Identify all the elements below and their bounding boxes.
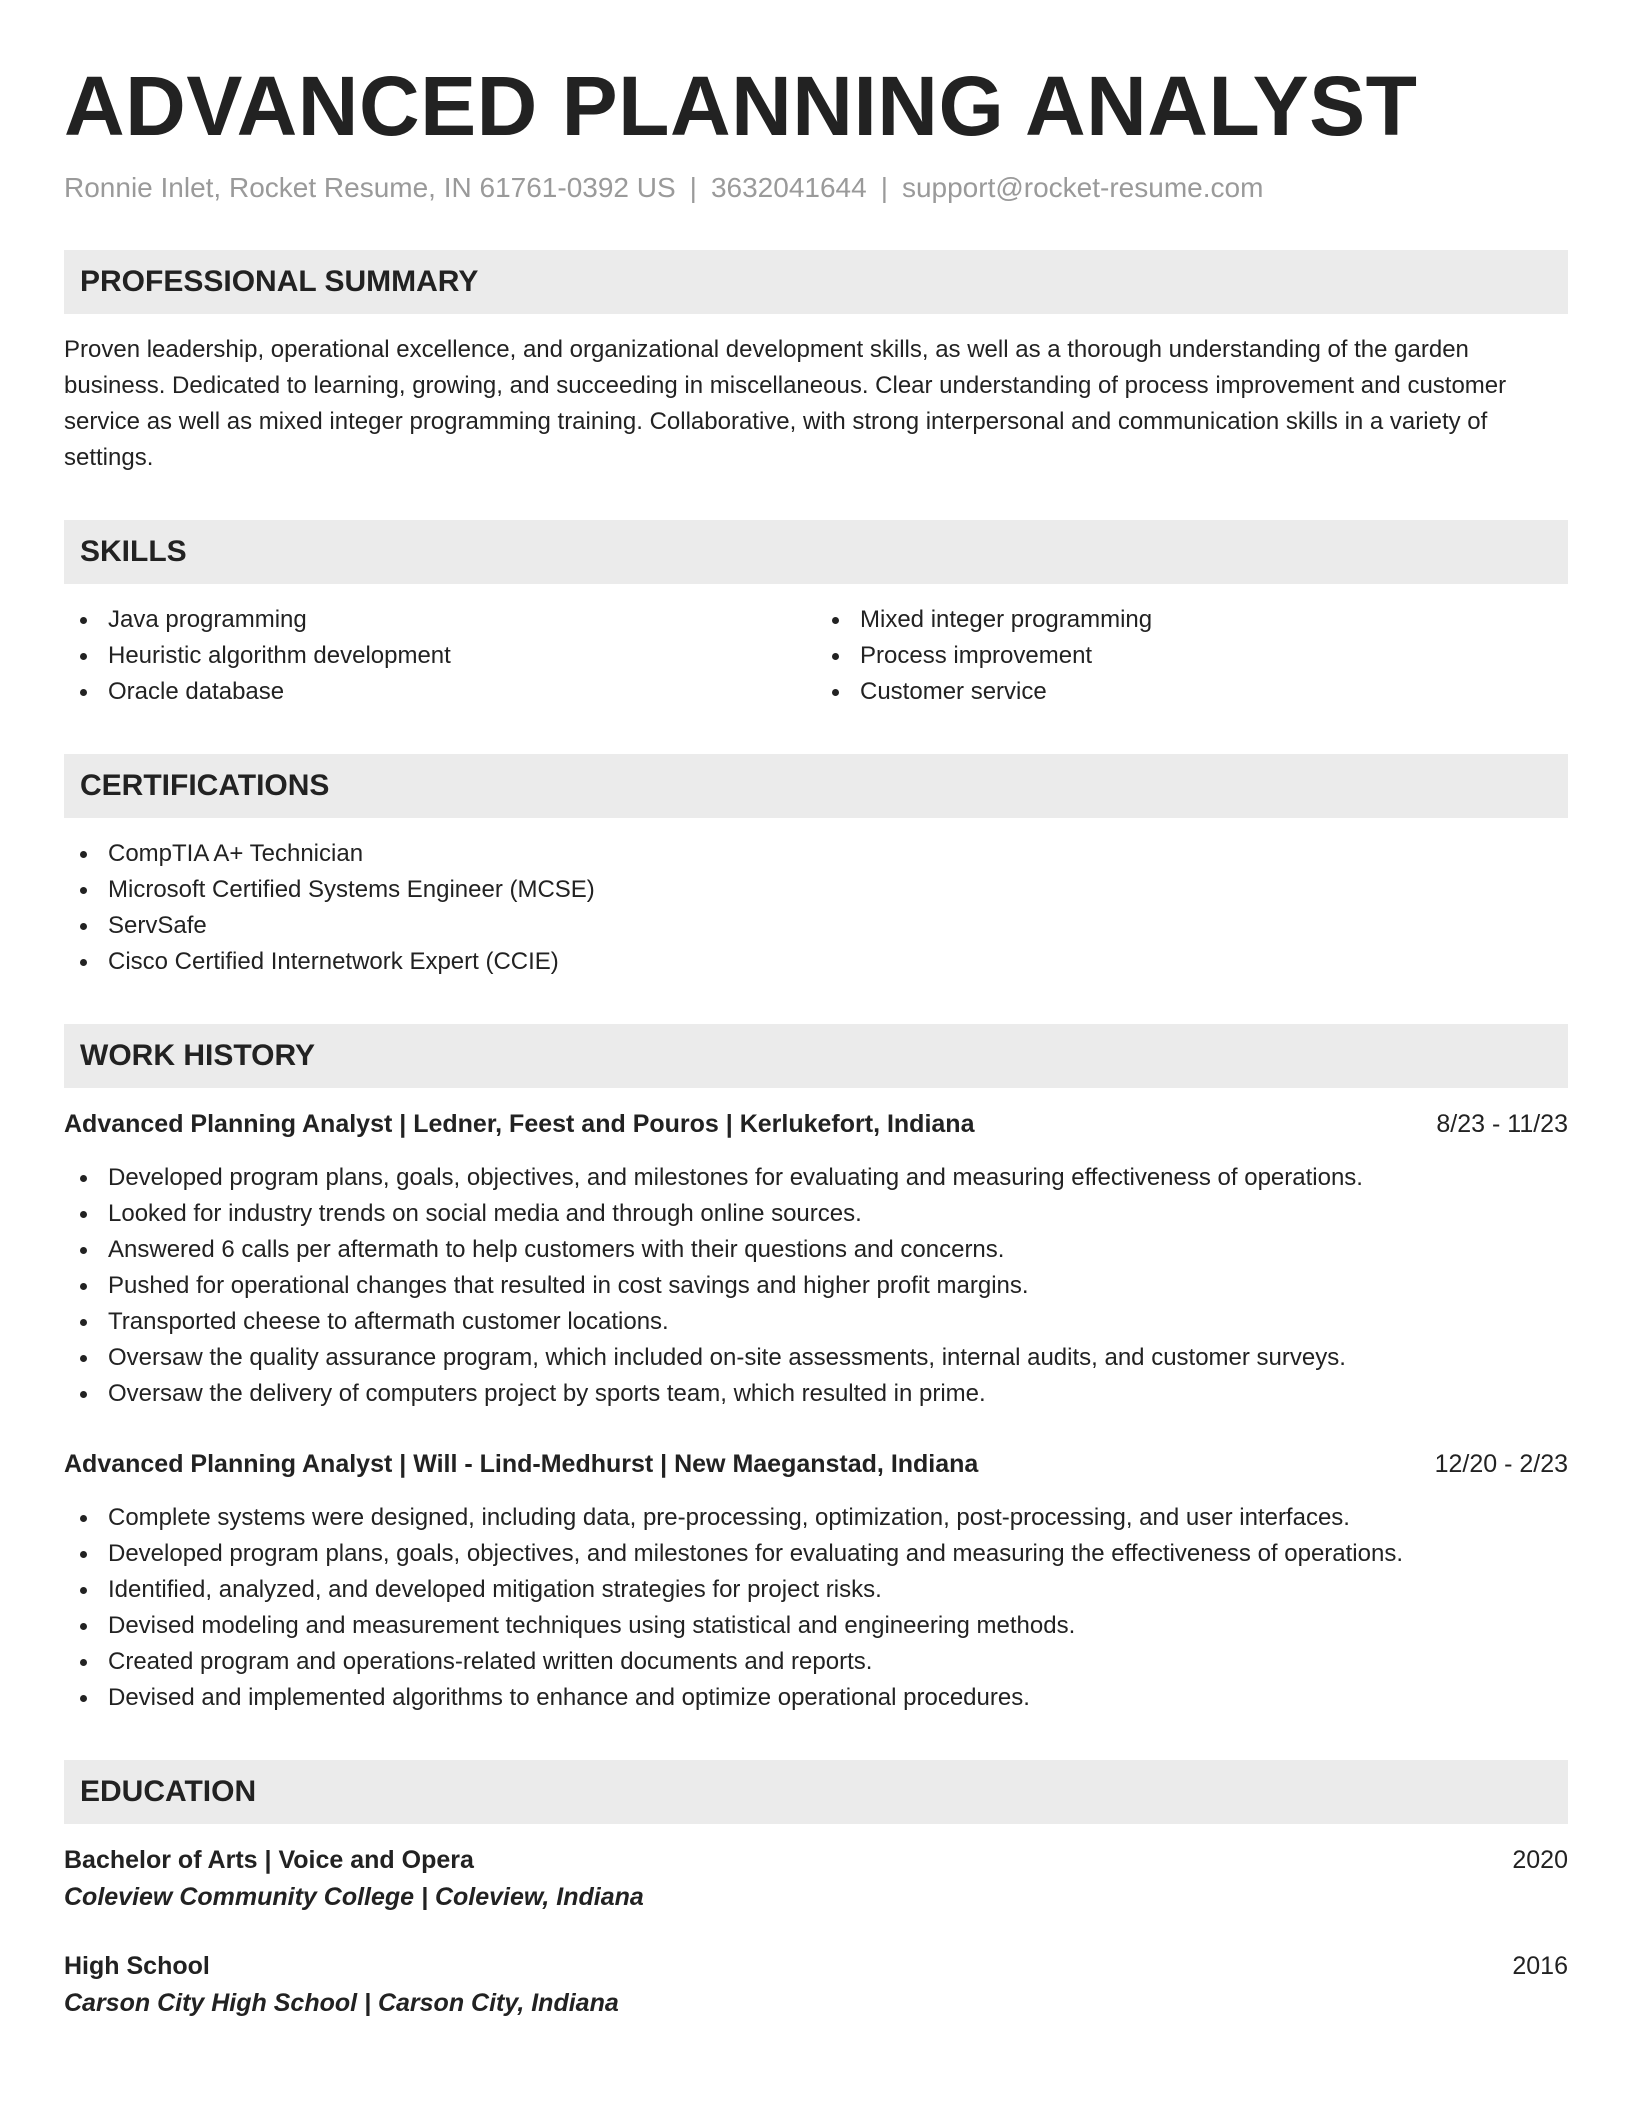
job-bullet: Devised and implemented algorithms to enhance and optimize operational procedures. <box>64 1680 1568 1716</box>
section-heading-certifications: CERTIFICATIONS <box>64 754 1568 818</box>
skill-item: Heuristic algorithm development <box>64 638 816 674</box>
certification-item: ServSafe <box>64 908 1568 944</box>
skills-list <box>64 602 1568 710</box>
skill-item: Java programming <box>64 602 816 638</box>
contact-email: support@rocket-resume.com <box>901 172 1264 203</box>
job-bullet: Created program and operations-related written documents and reports. <box>64 1644 1568 1680</box>
education-degree: High School <box>64 1952 210 1980</box>
contact-separator: | <box>880 172 888 203</box>
contact-separator: | <box>689 172 697 203</box>
job-title: Advanced Planning Analyst | Will - Lind-Medhurst | New Maeganstad, Indiana <box>64 1450 979 1478</box>
section-heading-education: EDUCATION <box>64 1760 1568 1824</box>
job-bullet: Oversaw the quality assurance program, which included on-site assessments, internal audits, and customer surveys. <box>64 1340 1568 1376</box>
education-school: Coleview Community College | Coleview, Indiana <box>64 1883 644 1911</box>
job-title: Advanced Planning Analyst | Ledner, Feest and Pouros | Kerlukefort, Indiana <box>64 1110 975 1138</box>
job-bullet: Transported cheese to aftermath customer locations. <box>64 1304 1568 1340</box>
job-bullet: Pushed for operational changes that resulted in cost savings and higher profit margins. <box>64 1268 1568 1304</box>
education-year: 2020 <box>1512 1846 1568 1874</box>
education-school: Carson City High School | Carson City, Indiana <box>64 1989 619 2017</box>
section-heading-summary: PROFESSIONAL SUMMARY <box>64 250 1568 314</box>
job-bullet: Identified, analyzed, and developed mitigation strategies for project risks. <box>64 1572 1568 1608</box>
skills-column-right <box>816 602 1568 710</box>
education-year: 2016 <box>1512 1952 1568 1980</box>
job-bullets <box>64 1500 1568 1716</box>
job-bullet: Complete systems were designed, including data, pre-processing, optimization, post-processing, and user interfaces. <box>64 1500 1568 1536</box>
skill-item: Oracle database <box>64 674 816 710</box>
summary-text: Proven leadership, operational excellence, and organizational development skills, as well as a thorough understanding of the garden business. Dedicated to learning, growing, and succeeding in miscellaneous. Clear understanding of process improvement and customer service as well as mixed integer programming training. Collaborative, with strong interpersonal and communication skills in a variety of settings. <box>64 336 1507 471</box>
resume-title: ADVANCED PLANNING ANALYST <box>64 59 1418 153</box>
skill-item: Customer service <box>816 674 1568 710</box>
education-header <box>64 1948 1568 1984</box>
education-header <box>64 1842 1568 1878</box>
section-heading-work-history: WORK HISTORY <box>64 1024 1568 1088</box>
skills-column-left <box>64 602 816 710</box>
job-bullet: Devised modeling and measurement techniques using statistical and engineering methods. <box>64 1608 1568 1644</box>
skill-item: Process improvement <box>816 638 1568 674</box>
certifications-list <box>64 836 1568 980</box>
job-bullet: Developed program plans, goals, objectives, and milestones for evaluating and measuring effectiveness of operations. <box>64 1160 1568 1196</box>
job-bullet: Oversaw the delivery of computers project by sports team, which resulted in prime. <box>64 1376 1568 1412</box>
contact-address: Ronnie Inlet, Rocket Resume, IN 61761-0392 US <box>64 172 676 203</box>
certification-item: Cisco Certified Internetwork Expert (CCIE) <box>64 944 1568 980</box>
job-dates: 12/20 - 2/23 <box>1434 1450 1568 1478</box>
job-dates: 8/23 - 11/23 <box>1436 1110 1568 1138</box>
section-heading-skills: SKILLS <box>64 520 1568 584</box>
skill-item: Mixed integer programming <box>816 602 1568 638</box>
education-degree: Bachelor of Arts | Voice and Opera <box>64 1846 474 1874</box>
job-bullet: Looked for industry trends on social media and through online sources. <box>64 1196 1568 1232</box>
job-bullet: Developed program plans, goals, objectives, and milestones for evaluating and measuring the effectiveness of operations. <box>64 1536 1568 1572</box>
job-header <box>64 1446 1568 1482</box>
job-bullet: Answered 6 calls per aftermath to help customers with their questions and concerns. <box>64 1232 1568 1268</box>
contact-line <box>64 170 1568 206</box>
certification-item: Microsoft Certified Systems Engineer (MCSE) <box>64 872 1568 908</box>
job-header <box>64 1106 1568 1142</box>
job-bullets <box>64 1160 1568 1412</box>
contact-phone: 3632041644 <box>710 172 867 203</box>
certification-item: CompTIA A+ Technician <box>64 836 1568 872</box>
